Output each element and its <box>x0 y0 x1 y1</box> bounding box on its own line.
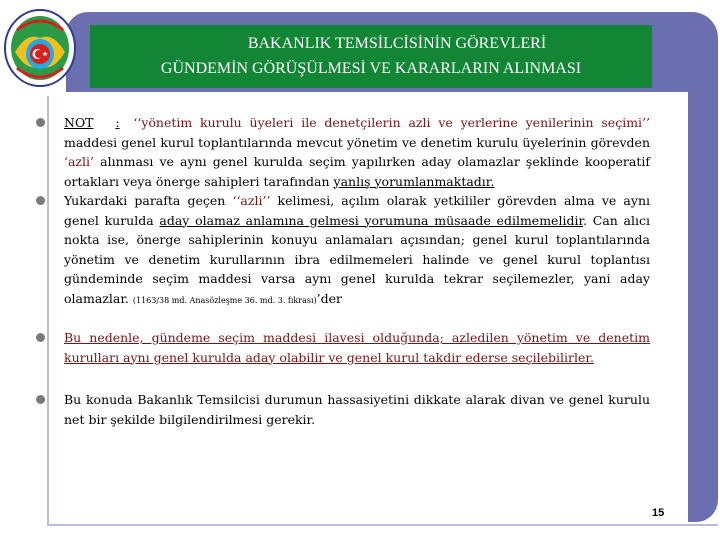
crescent-star-icon <box>30 44 50 64</box>
page-title <box>90 31 652 81</box>
note-label: NOT <box>64 115 94 130</box>
underlined-text: Bu nedenle, gündeme seçim maddesi ilavesi olduğunda; azledilen yönetim ve denetim kurulları aynı genel kurulda aday olabilir ve genel kurul takdir ederse seçilebilirler. <box>64 330 650 365</box>
list-item <box>36 328 650 367</box>
paragraph-text: alınması ve aynı genel kurulda seçim yapılırken aday olamazlar şeklinde kooperatif ortakları veya önerge sahipleri tarafından <box>64 154 650 189</box>
bullet-icon <box>36 333 45 342</box>
page-number: 15 <box>652 507 665 519</box>
paragraph-text: kelimesi, açılım olarak yetkililer görevden alma ve aynı genel kurulda <box>64 193 650 228</box>
paragraph-text: Bu konuda Bakanlık Temsilcisi durumun hassasiyetini dikkate alarak divan ve genel kurulu net bir şekilde bilgilendirilmesi gerekir. <box>64 392 650 427</box>
legal-reference: (1163/38 md. Anasözleşme 36. md. 3. fıkrası) <box>132 295 317 305</box>
ministry-seal-icon <box>3 8 77 88</box>
bottom-rule <box>47 524 718 526</box>
quoted-word: ‘‘azli’’ <box>232 193 271 208</box>
list-item <box>36 390 650 429</box>
paragraph-text: ’der <box>316 290 343 306</box>
bullet-list <box>36 113 650 429</box>
underlined-text: yanlış yorumlanmaktadır. <box>333 173 495 189</box>
quoted-word: ‘azli’ <box>64 154 94 169</box>
quoted-clause: ‘‘yönetim kurulu üyeleri ile denetçilerin azli ve yerlerine yenilerinin seçimi’’ <box>133 115 651 130</box>
underlined-text: aday olamaz anlamına gelmesi yorumuna müsaade edilmemelidir <box>159 212 584 228</box>
list-item <box>36 191 650 310</box>
bullet-icon <box>36 196 45 205</box>
list-item <box>36 113 650 191</box>
slide-frame-right <box>688 60 718 522</box>
title-line-2: GÜNDEMİN GÖRÜŞÜLMESİ VE KARARLARIN ALINMASI <box>160 60 582 77</box>
bullet-icon <box>36 395 45 404</box>
paragraph-text: . Can alıcı nokta ise, önerge sahiplerinin konuyu anlamaları açısından; genel kurul toplantılarında yönetim ve denetim kurullarının ibra edilmemeleri halinde ve genel kurul toplantısı gündeminde seçim maddesi varsa aynı genel kurulda tekrar seçilemezler, yani aday olamazlar. <box>64 212 650 306</box>
title-line-1: BAKANLIK TEMSİLCİSİNİN GÖREVLERİ <box>247 35 547 52</box>
note-colon: : <box>115 115 120 130</box>
paragraph-text: Yukardaki parafta geçen <box>64 193 233 208</box>
bullet-icon <box>36 118 45 127</box>
paragraph-text: maddesi genel kurul toplantılarında mevcut yönetim ve denetim kurulu üyelerinin görevden <box>64 134 650 150</box>
